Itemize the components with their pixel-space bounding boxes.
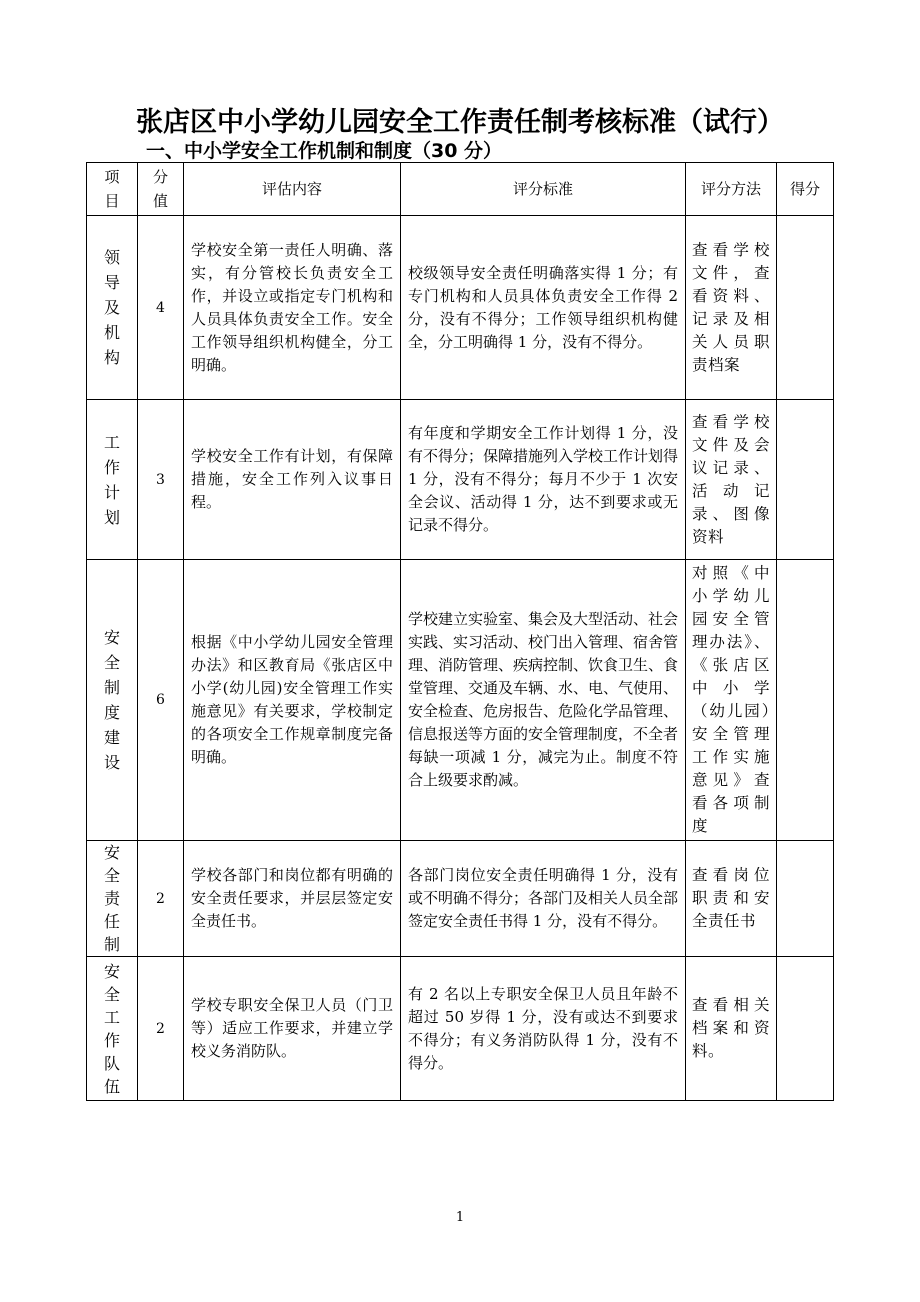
document-title: 张店区中小学幼儿园安全工作责任制考核标准（试行）	[136, 107, 784, 138]
row-method: 查看学校文件，查看资料、记录及相关人员职责档案	[686, 216, 777, 400]
row-criteria: 有年度和学期安全工作计划得 1 分，没有不得分；保障措施列入学校工作计划得 1 分，没有不得分；每月不少于 1 次安全会议、活动得 1 分，达不到要求或无记录不得分。	[401, 400, 686, 560]
assessment-table	[86, 162, 834, 1101]
table-row	[87, 957, 834, 1101]
header-score: 分值	[138, 163, 184, 216]
header-method: 评分方法	[686, 163, 777, 216]
row-score: 2	[138, 841, 184, 957]
section-heading: 一、中小学安全工作机制和制度（30 分）	[146, 140, 503, 162]
row-content: 学校专职安全保卫人员（门卫等）适应工作要求，并建立学校义务消防队。	[184, 957, 401, 1101]
header-result: 得分	[777, 163, 834, 216]
row-criteria: 有 2 名以上专职安全保卫人员且年龄不超过 50 岁得 1 分，没有或达不到要求不得分；有义务消防队得 1 分，没有不得分。	[401, 957, 686, 1101]
row-result	[777, 216, 834, 400]
table-row	[87, 400, 834, 560]
page-number: 1	[455, 1210, 465, 1225]
row-item: 安全责任制	[87, 841, 138, 957]
row-result	[777, 400, 834, 560]
row-content: 学校安全第一责任人明确、落实，有分管校长负责安全工作，并设立或指定专门机构和人员具体负责安全工作。安全工作领导组织机构健全，分工明确。	[184, 216, 401, 400]
row-result	[777, 841, 834, 957]
row-score: 3	[138, 400, 184, 560]
table-row	[87, 560, 834, 841]
row-criteria: 校级领导安全责任明确落实得 1 分；有专门机构和人员具体负责安全工作得 2 分，没有不得分；工作领导组织机构健全，分工明确得 1 分，没有不得分。	[401, 216, 686, 400]
row-content: 学校各部门和岗位都有明确的安全责任要求，并层层签定安全责任书。	[184, 841, 401, 957]
row-score: 6	[138, 560, 184, 841]
row-method: 查看岗位职责和安全责任书	[686, 841, 777, 957]
row-item: 安全工作队伍	[87, 957, 138, 1101]
header-criteria: 评分标准	[401, 163, 686, 216]
row-item: 工作计划	[87, 400, 138, 560]
row-content: 根据《中小学幼儿园安全管理办法》和区教育局《张店区中小学(幼儿园)安全管理工作实施意见》有关要求，学校制定的各项安全工作规章制度完备明确。	[184, 560, 401, 841]
row-criteria: 各部门岗位安全责任明确得 1 分，没有或不明确不得分；各部门及相关人员全部签定安全责任书得 1 分，没有不得分。	[401, 841, 686, 957]
row-item: 领导及机构	[87, 216, 138, 400]
table-header-row	[87, 163, 834, 216]
header-content: 评估内容	[184, 163, 401, 216]
row-result	[777, 560, 834, 841]
table-row	[87, 841, 834, 957]
row-method: 对照《中小学幼儿园安全管理办法》、《张店区中小学（幼儿园）安全管理工作实施意见》查看各项制度	[686, 560, 777, 841]
row-content: 学校安全工作有计划，有保障措施，安全工作列入议事日程。	[184, 400, 401, 560]
row-score: 4	[138, 216, 184, 400]
row-method: 查看相关档案和资料。	[686, 957, 777, 1101]
row-score: 2	[138, 957, 184, 1101]
table-row	[87, 216, 834, 400]
row-criteria: 学校建立实验室、集会及大型活动、社会实践、实习活动、校门出入管理、宿舍管理、消防管理、疾病控制、饮食卫生、食堂管理、交通及车辆、水、电、气使用、安全检查、危房报告、危险化学品管理、信息报送等方面的安全管理制度，不全者每缺一项减 1 分，减完为止。制度不符合上级要求酌减。	[401, 560, 686, 841]
row-method: 查看学校文件及会议记录、活动记录、图像资料	[686, 400, 777, 560]
header-item: 项目	[87, 163, 138, 216]
row-item: 安全制度建设	[87, 560, 138, 841]
row-result	[777, 957, 834, 1101]
